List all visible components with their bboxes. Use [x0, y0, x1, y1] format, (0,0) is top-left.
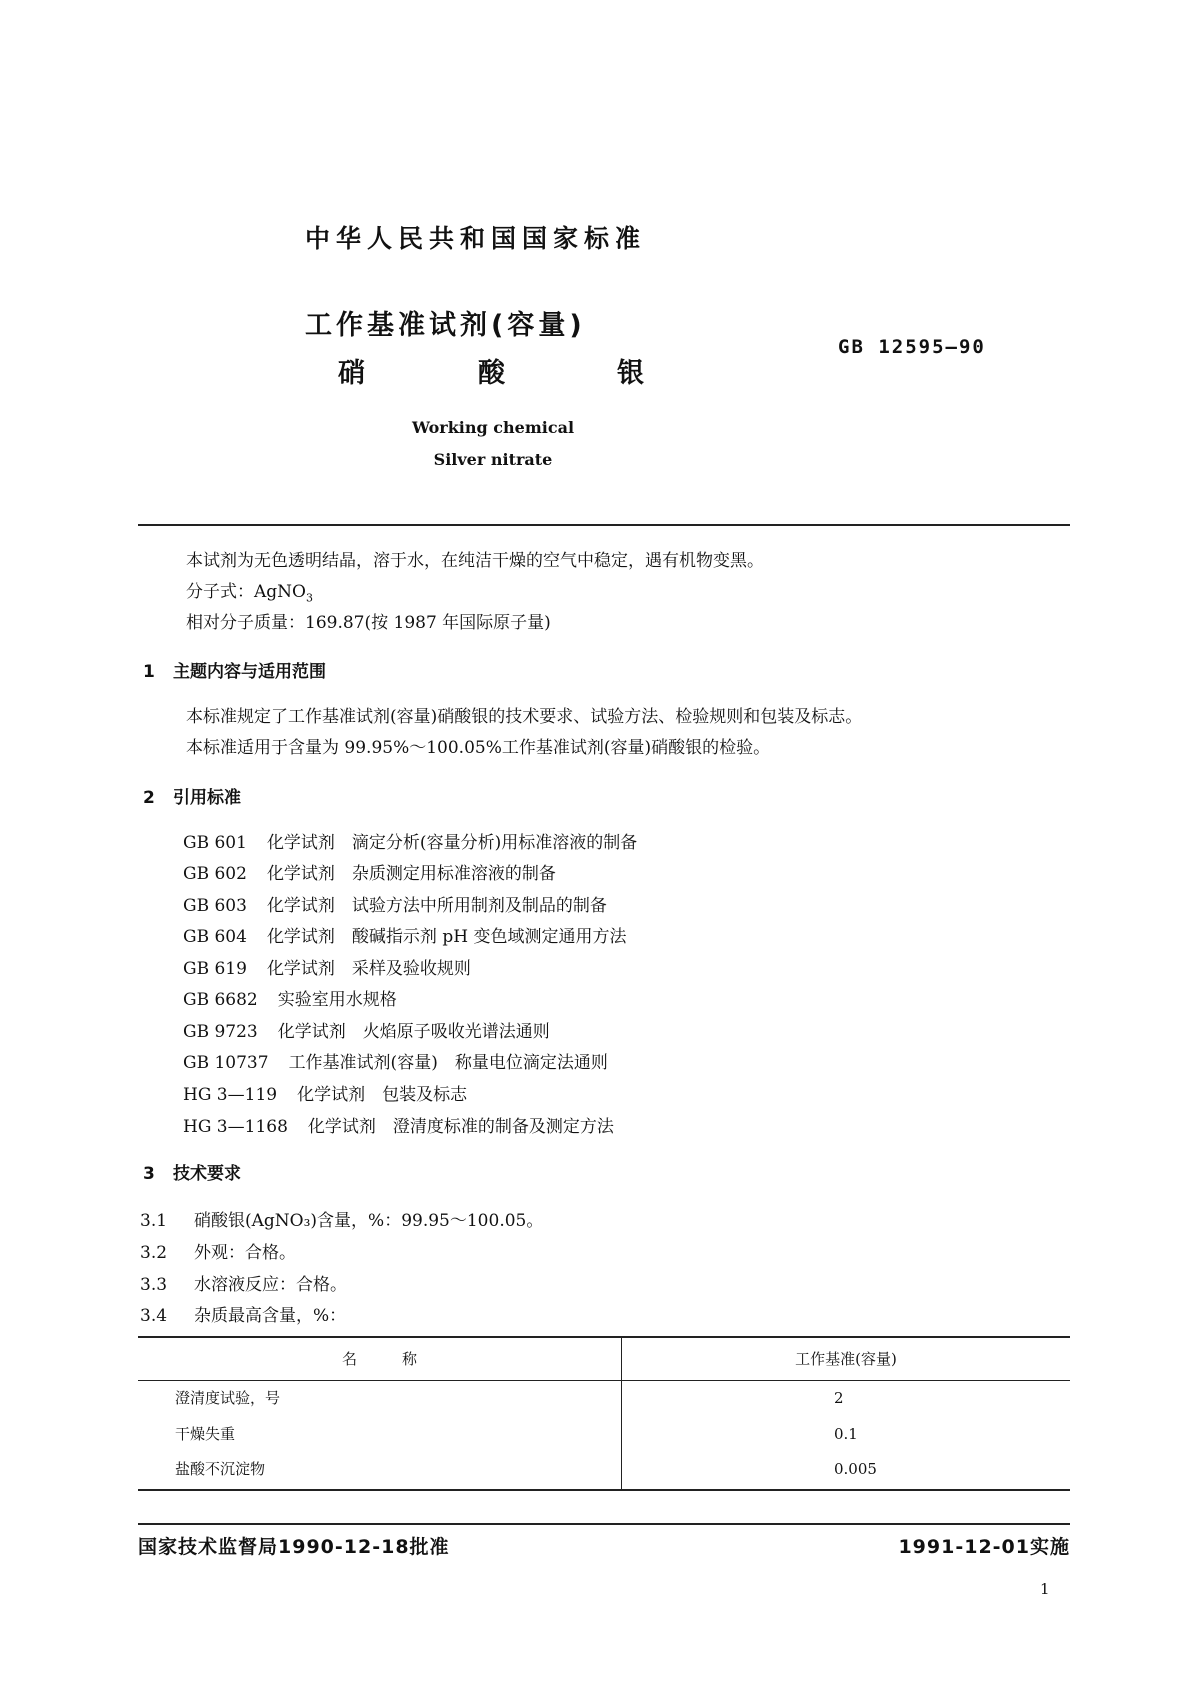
- reference-code: GB 601: [183, 833, 247, 853]
- reference-code: HG 3—1168: [183, 1117, 288, 1137]
- footer-rule: [138, 1523, 1070, 1525]
- english-title-2: Silver nitrate: [433, 450, 553, 469]
- item-3-2-num: 3.2: [140, 1243, 168, 1263]
- reference-item: [183, 1055, 608, 1072]
- table-row-1-value: 2: [834, 1389, 844, 1407]
- section-1-number: 1: [143, 662, 155, 682]
- reference-title: 化学试剂 火焰原子吸收光谱法通则: [277, 1022, 550, 1042]
- item-3-1-num: 3.1: [140, 1211, 168, 1231]
- molar-mass: 相对分子质量：169.87(按 1987 年国际原子量): [186, 613, 551, 633]
- implementation-date: 1991-12-01实施: [898, 1536, 1070, 1558]
- description: 本试剂为无色透明结晶，溶于水，在纯洁干燥的空气中稳定，遇有机物变黑。: [186, 551, 764, 571]
- reference-title: 化学试剂 杂质测定用标准溶液的制备: [266, 864, 556, 884]
- formula-subscript: 3: [305, 591, 313, 605]
- section-3-heading: 技术要求: [173, 1164, 241, 1184]
- national-standard-heading: 中华人民共和国国家标准: [305, 224, 647, 253]
- formula-line: [186, 584, 313, 603]
- table-top-rule: [138, 1336, 1070, 1338]
- reference-code: GB 9723: [183, 1022, 258, 1042]
- reference-code: GB 619: [183, 959, 247, 979]
- reference-title: 化学试剂 包装及标志: [297, 1085, 468, 1105]
- reference-item: [183, 1087, 467, 1104]
- reference-title: 化学试剂 澄清度标准的制备及测定方法: [307, 1117, 614, 1137]
- title-char-2: 酸: [478, 358, 505, 389]
- english-title-1: Working chemical: [411, 418, 575, 437]
- reference-item: [183, 1024, 550, 1041]
- item-3-3-num: 3.3: [140, 1275, 168, 1295]
- title-char-3: 银: [617, 358, 644, 389]
- reference-title: 化学试剂 滴定分析(容量分析)用标准溶液的制备: [266, 833, 638, 853]
- reference-title: 化学试剂 采样及验收规则: [266, 959, 471, 979]
- page-number: 1: [1040, 1580, 1050, 1598]
- reference-item: [183, 929, 626, 946]
- reference-item: [183, 898, 607, 915]
- reference-code: GB 602: [183, 864, 247, 884]
- table-row-3-value: 0.005: [834, 1460, 877, 1478]
- table-header-value: 工作基准(容量): [795, 1350, 897, 1368]
- item-3-4-text: 杂质最高含量，%：: [194, 1306, 347, 1326]
- section-1-para-2: 本标准适用于含量为 99.95%～100.05%工作基准试剂(容量)硝酸银的检验。: [186, 738, 771, 758]
- reference-item: [183, 992, 397, 1009]
- section-1-para-1: 本标准规定了工作基准试剂(容量)硝酸银的技术要求、试验方法、检验规则和包装及标志。: [186, 707, 863, 727]
- reference-code: GB 6682: [183, 990, 258, 1010]
- reference-code: GB 604: [183, 927, 247, 947]
- reference-item: [183, 835, 637, 852]
- table-row-2-name: 干燥失重: [175, 1425, 236, 1443]
- table-bottom-rule: [138, 1489, 1070, 1491]
- title-char-1: 硝: [338, 358, 365, 389]
- item-3-2-text: 外观：合格。: [194, 1243, 296, 1263]
- table-header-rule: [138, 1380, 1070, 1381]
- reference-title: 实验室用水规格: [277, 990, 397, 1010]
- section-3-number: 3: [143, 1164, 155, 1184]
- item-3-3-text: 水溶液反应：合格。: [194, 1275, 347, 1295]
- section-2-heading: 引用标准: [173, 788, 241, 808]
- approval-date: 国家技术监督局1990-12-18批准: [138, 1536, 450, 1558]
- item-3-1-text: 硝酸银(AgNO₃)含量，%：99.95～100.05。: [194, 1211, 544, 1231]
- item-3-4-num: 3.4: [140, 1306, 168, 1326]
- reference-title: 化学试剂 试验方法中所用制剂及制品的制备: [266, 896, 607, 916]
- table-header-name: 名 称: [341, 1350, 417, 1368]
- formula: AgNO: [254, 582, 306, 602]
- reference-item: [183, 961, 471, 978]
- reference-title: 工作基准试剂(容量) 称量电位滴定法通则: [288, 1053, 608, 1073]
- standard-number: GB 12595—90: [838, 336, 986, 358]
- reference-code: GB 603: [183, 896, 247, 916]
- table-row-1-name: 澄清度试验，号: [175, 1389, 281, 1407]
- reference-code: HG 3—119: [183, 1085, 278, 1105]
- reference-item: [183, 1119, 614, 1136]
- reference-title: 化学试剂 酸碱指示剂 pH 变色域测定通用方法: [266, 927, 627, 947]
- section-1-heading: 主题内容与适用范围: [173, 662, 326, 682]
- section-2-number: 2: [143, 788, 155, 808]
- table-row-2-value: 0.1: [834, 1425, 858, 1443]
- reference-code: GB 10737: [183, 1053, 269, 1073]
- formula-label: 分子式：: [186, 582, 254, 602]
- header-divider: [138, 524, 1070, 526]
- table-row-3-name: 盐酸不沉淀物: [175, 1460, 266, 1478]
- document-title: 工作基准试剂(容量): [305, 310, 586, 341]
- reference-item: [183, 866, 556, 883]
